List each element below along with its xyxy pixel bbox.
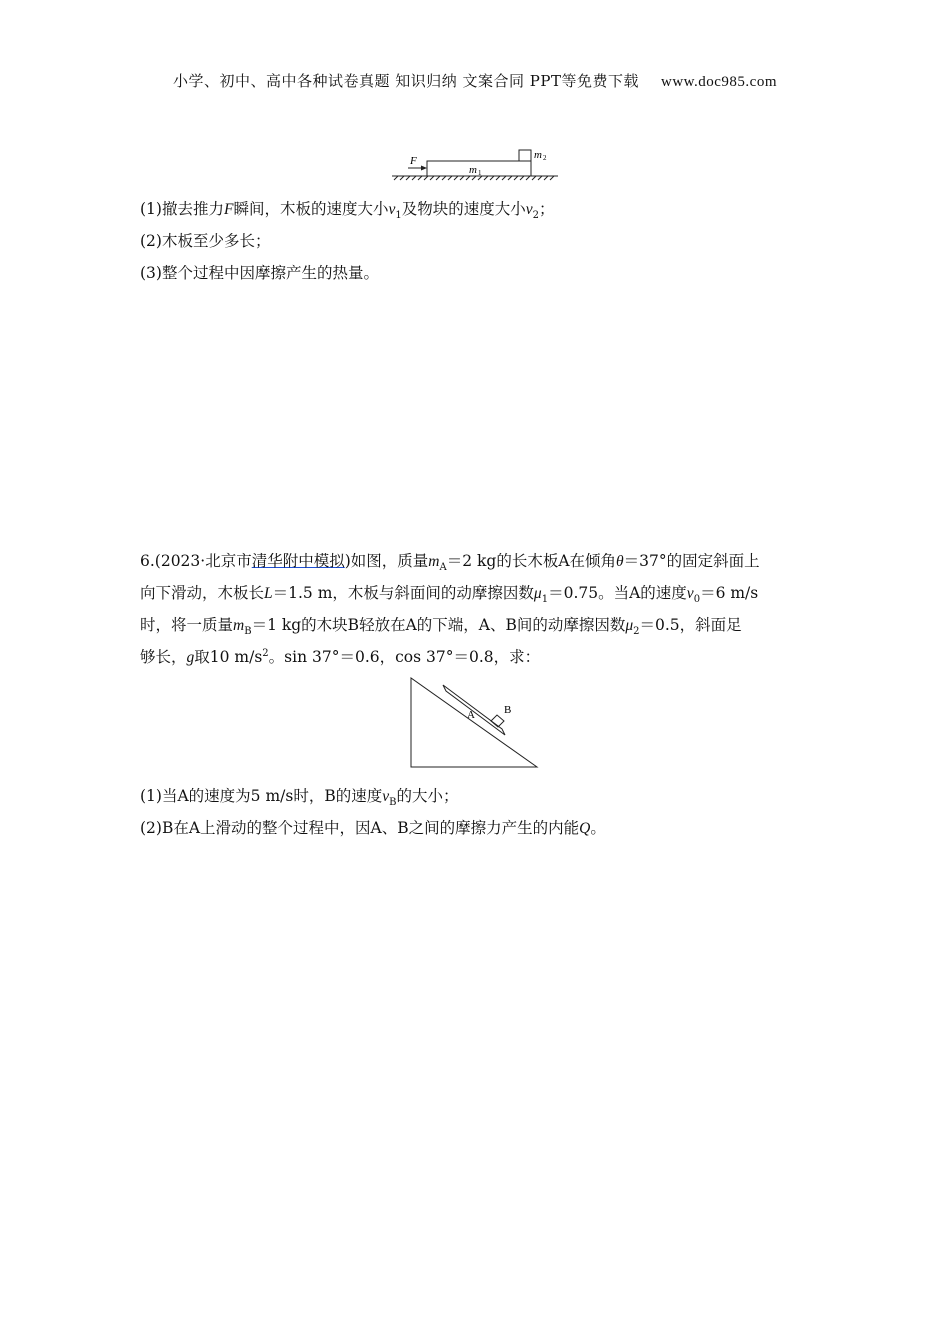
text-span: ＝1.5 m，木板与斜面间的动摩擦因数	[272, 584, 534, 602]
text-span: 2	[532, 210, 539, 222]
text-span: v	[525, 201, 533, 218]
ground-hatch	[394, 176, 554, 180]
board-label-sub: 1	[478, 169, 482, 177]
text-span: 够长，	[140, 648, 187, 666]
text-span: B	[389, 797, 397, 809]
text-span: ＝0.5，斜面足	[639, 616, 742, 634]
text-span: θ	[616, 553, 624, 570]
text-span: F	[223, 201, 234, 218]
text-span: L	[264, 585, 273, 602]
board-label: m	[469, 164, 477, 176]
p6-question-2	[140, 816, 606, 838]
block-label-sub: 2	[543, 154, 547, 162]
text-span: μ	[533, 585, 542, 602]
board-block-diagram	[390, 145, 560, 185]
block-label: m	[534, 149, 542, 161]
text-span: ＝37°的固定斜面上	[623, 552, 760, 570]
text-span: 2	[633, 626, 640, 638]
text-span: 瞬间，木板的速度大小	[233, 200, 389, 218]
p5-question-3: (3)整个过程中因摩擦产生的热量。	[140, 264, 379, 282]
text-span: 1	[541, 594, 549, 606]
text-span: v	[388, 201, 396, 218]
text-span: ＝6 m/s	[700, 584, 759, 602]
text-span: m	[233, 617, 245, 634]
text-span: 清华附中模拟	[251, 552, 345, 570]
text-span: 时，将一质量	[140, 616, 234, 634]
text-span: )如图，质量	[344, 552, 429, 570]
header-site: www.doc985.com	[660, 74, 777, 90]
text-span: 及物块的速度大小	[401, 200, 526, 218]
p6-line-3	[140, 613, 742, 637]
text-span: (2)B在A上滑动的整个过程中，因A、B之间的摩擦力产生的内能	[140, 819, 580, 837]
incline-triangle	[411, 678, 537, 767]
text-span: 6.(2023·北京市	[140, 552, 252, 570]
text-span: 1	[395, 210, 402, 222]
p6-line-4	[140, 645, 540, 667]
text-span: (1)撤去推力	[140, 200, 224, 218]
text-span: 向下滑动，木板长	[140, 584, 265, 602]
text-span: ＝2 kg的长木板A在倾角	[446, 552, 617, 570]
page-header	[0, 70, 950, 91]
block-m2	[519, 150, 531, 161]
text-span: ；	[539, 200, 555, 218]
text-span: 。sin 37°＝0.6，cos 37°＝0.8，求：	[268, 648, 541, 666]
text-span: m	[428, 553, 440, 570]
text-span: v	[382, 788, 390, 805]
text-span: μ	[625, 617, 634, 634]
text-span: 。	[590, 819, 606, 837]
p6-line-1	[140, 549, 760, 573]
force-arrowhead	[421, 166, 427, 171]
text-span: g	[186, 649, 195, 666]
plank-a-label: A	[467, 709, 475, 721]
block-b-label: B	[504, 704, 512, 716]
text-span: v	[686, 585, 694, 602]
text-span: A	[439, 562, 447, 574]
text-span: 0	[693, 594, 701, 606]
p6-question-1	[140, 784, 458, 808]
text-span: 的大小；	[396, 787, 459, 805]
text-span: 2	[262, 647, 269, 659]
text-span: Q	[579, 820, 591, 837]
text-span: B	[244, 626, 252, 638]
text-span: ＝1 kg的木块B轻放在A的下端，A、B间的动摩擦因数	[251, 616, 626, 634]
text-span: ＝0.75。当A的速度	[548, 584, 687, 602]
text-span: (1)当A的速度为5 m/s时，B的速度	[140, 787, 383, 805]
text-span: 取10 m/s	[194, 648, 263, 666]
p5-question-2: (2)木板至少多长；	[140, 232, 271, 250]
p6-line-2	[140, 581, 758, 605]
header-text: 小学、初中、高中各种试卷真题 知识归纳 文案合同 PPT等免费下载	[172, 72, 639, 90]
p5-question-1	[140, 197, 555, 221]
force-label: F	[410, 155, 417, 167]
incline-diagram	[405, 676, 545, 772]
